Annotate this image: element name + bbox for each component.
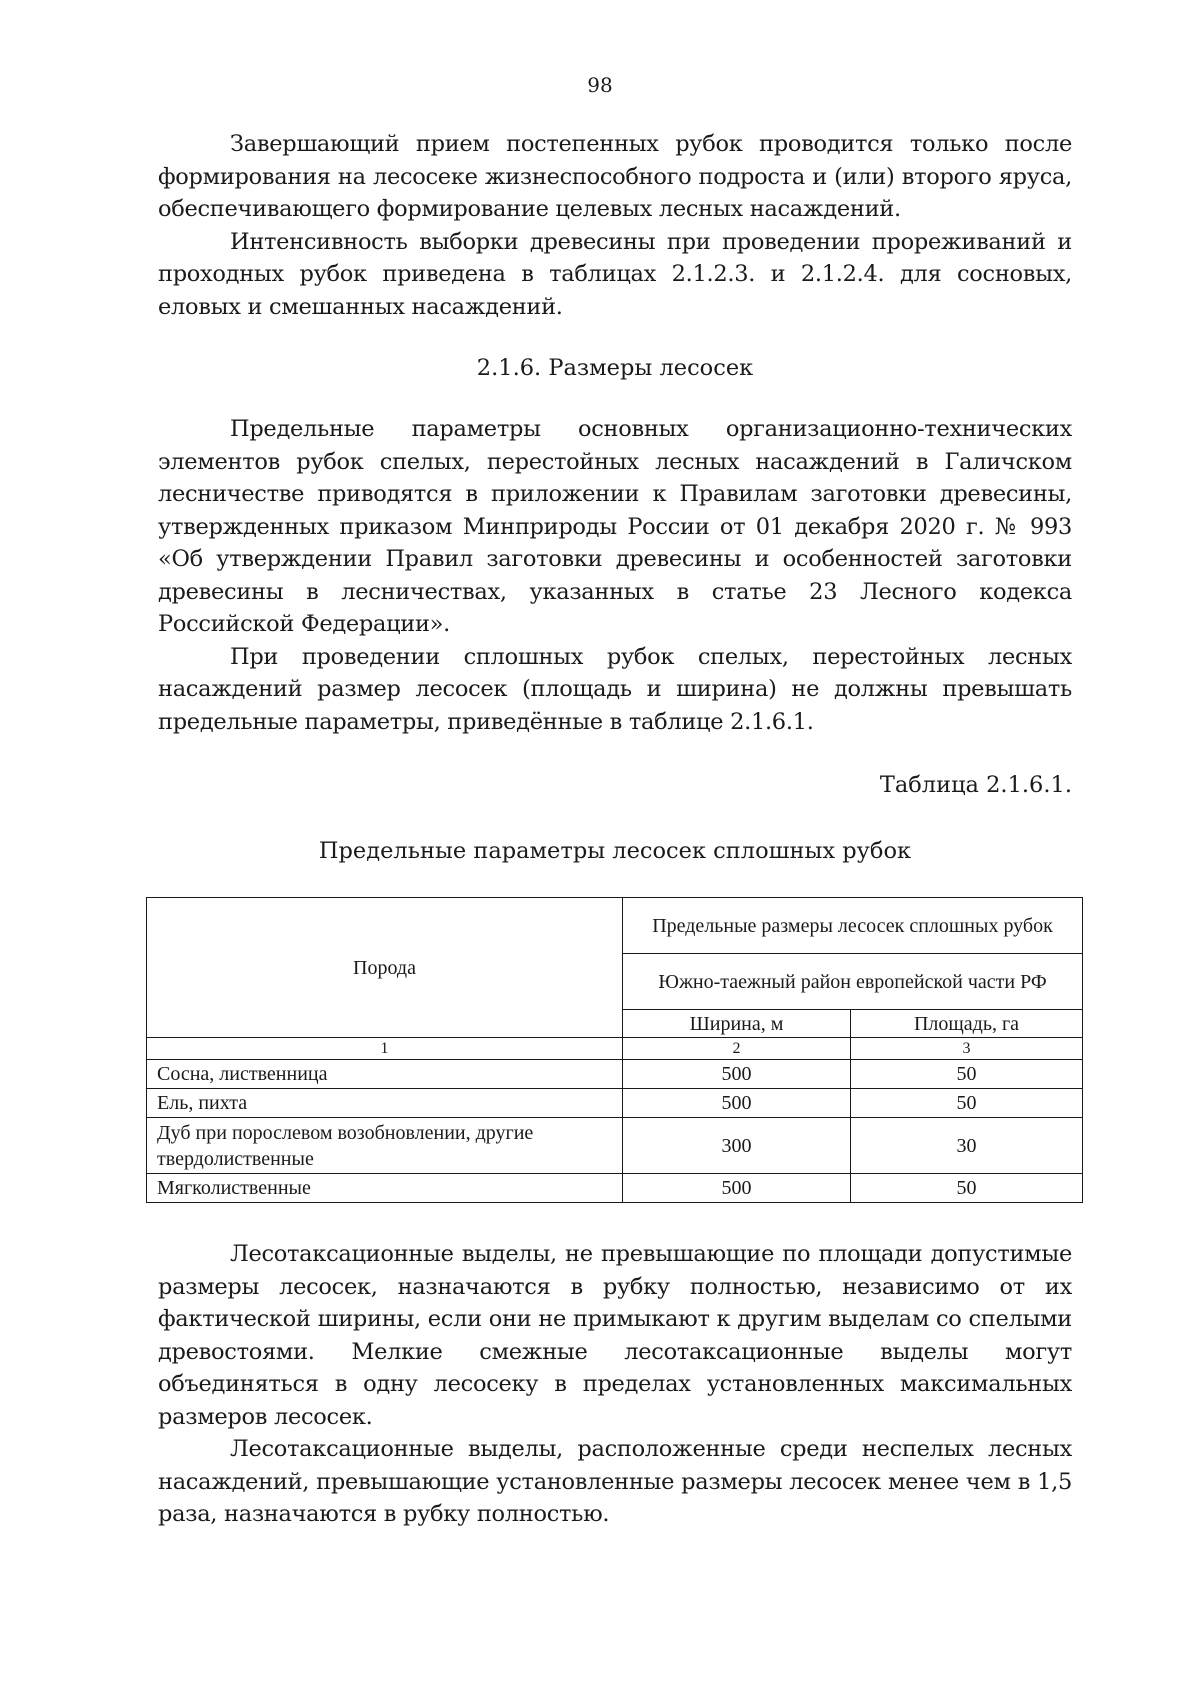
table-column-numbers [147,1038,1083,1060]
limits-table [146,897,1083,1203]
middle-text [158,413,1072,738]
paragraph-final-stage: Завершающий прием постепенных рубок проводится только после формирования на лесосеке жизнеспособного подроста и (или) второго яруса, обеспечивающего формирование целевых лесных насаждений. [158,131,1072,222]
paragraph-limit-parameters: Предельные параметры основных организационно-технических элементов рубок спелых, перестойных лесных насаждений в Галичском лесничестве приводятся в приложении к Правилам заготовки древесины, утвержденных приказом Минприроды России от 01 декабря 2020 г. № 993 «Об утверждении Правил заготовки древесины и особенностей заготовки древесины в лесничествах, указанных в статье 23 Лесного кодекса Российской Федерации». [158,416,1072,637]
species-cell: Сосна, лиственница [147,1060,623,1089]
intro-text [158,128,1072,323]
area-cell: 30 [851,1118,1083,1174]
table-title: Предельные параметры лесосек сплошных рубок [318,838,912,864]
species-cell: Дуб при порослевом возобновлении, другие твердолиственные [147,1118,623,1174]
paragraph-immature-stands: Лесотаксационные выделы, расположенные среди неспелых лесных насаждений, превышающие установленные размеры лесосек менее чем в 1,5 раза, назначаются в рубку полностью. [158,1436,1072,1527]
header-region: Южно-таежный район европейской части РФ [623,954,1083,1010]
column-number: 1 [147,1038,623,1060]
header-limits: Предельные размеры лесосек сплошных рубок [623,898,1083,954]
page-number: 98 [587,73,613,97]
header-species: Порода [147,898,623,1038]
header-width: Ширина, м [623,1010,851,1038]
paragraph-intensity: Интенсивность выборки древесины при проведении прореживаний и проходных рубок приведена в таблицах 2.1.2.3. и 2.1.2.4. для сосновых, еловых и смешанных насаждений. [158,228,1072,320]
area-cell: 50 [851,1174,1083,1203]
species-cell: Ель, пихта [147,1089,623,1118]
bottom-text [158,1238,1072,1531]
table-row [147,1060,1083,1089]
table-row [147,1174,1083,1203]
area-cell: 50 [851,1060,1083,1089]
paragraph-stand-sections: Лесотаксационные выделы, не превышающие по площади допустимые размеры лесосек, назначаются в рубку полностью, независимо от их фактической ширины, если они не примыкают к другим выделам со спелыми древостоями. Мелкие смежные лесотаксационные выделы могут объединяться в одну лесосеку в пределах установленных максимальных размеров лесосек. [158,1241,1072,1430]
width-cell: 300 [623,1118,851,1174]
table-row [147,1118,1083,1174]
width-cell: 500 [623,1060,851,1089]
section-heading: 2.1.6. Размеры лесосек [476,355,754,381]
species-cell: Мягколиственные [147,1174,623,1203]
column-number: 2 [623,1038,851,1060]
table-row [147,1089,1083,1118]
area-cell: 50 [851,1089,1083,1118]
width-cell: 500 [623,1089,851,1118]
width-cell: 500 [623,1174,851,1203]
header-area: Площадь, га [851,1010,1083,1038]
table-header-row [147,898,1083,954]
column-number: 3 [851,1038,1083,1060]
table-label: Таблица 2.1.6.1. [879,772,1072,798]
paragraph-clear-cutting: При проведении сплошных рубок спелых, перестойных лесных насаждений размер лесосек (площадь и ширина) не должны превышать предельные параметры, приведённые в таблице 2.1.6.1. [158,643,1072,735]
